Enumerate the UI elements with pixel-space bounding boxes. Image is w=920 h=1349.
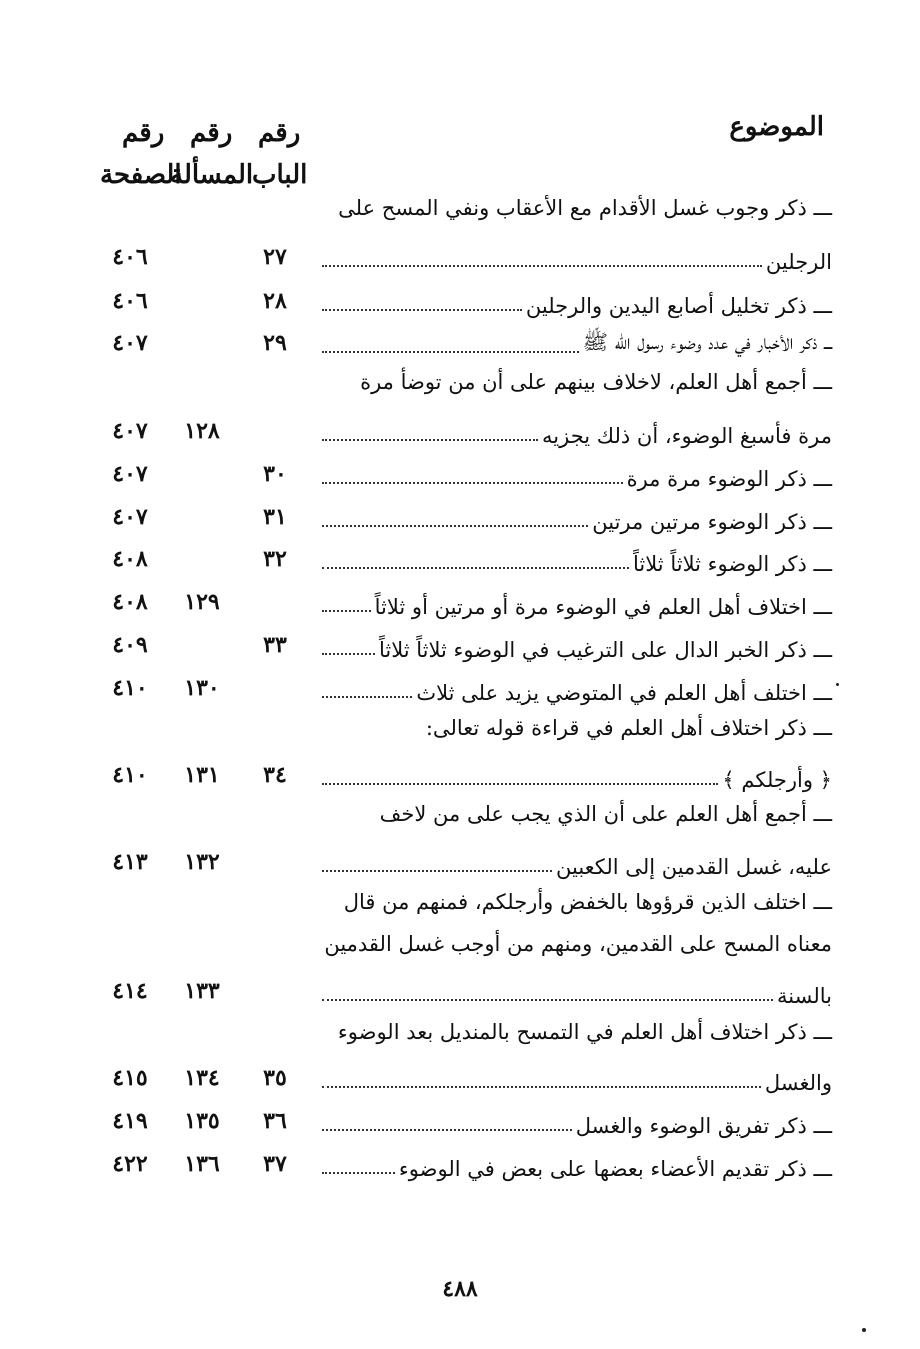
- chapter-number: ٢٧: [263, 244, 287, 270]
- index-entry: [322, 971, 832, 1011]
- leader-dots: [322, 695, 412, 698]
- index-entry: [322, 323, 832, 363]
- index-row: [0, 712, 920, 752]
- index-entry: [322, 281, 832, 321]
- index-row: [0, 842, 920, 882]
- index-entry-text: ـــ ذكر الوضوء مرتين مرتين: [592, 510, 832, 534]
- leader-dots: [322, 264, 762, 267]
- index-row: [0, 1144, 920, 1184]
- index-entry-text: ـــ ذكر وجوب غسل الأقدام مع الأعقاب ونفي المسح على: [338, 196, 832, 220]
- chapter-number: ٣٤: [263, 762, 287, 788]
- index-entry-text: ـــ ذكر تقديم الأعضاء بعضها على بعض في الوضوء: [398, 1157, 832, 1181]
- issue-number-header-top: رقم: [190, 118, 233, 148]
- leader-dots: [322, 609, 371, 612]
- index-entry: [322, 1058, 832, 1098]
- index-entry-text: ـــ أجمع أهل العلم على أن الذي يجب على من لاخف: [379, 802, 832, 826]
- leader-dots: [322, 1085, 761, 1088]
- index-entry-text: ـــ ذكر تفريق الوضوء والغسل: [575, 1114, 832, 1138]
- index-entry-text: ـــ ذكر اختلاف أهل العلم في قراءة قوله تعالى:: [425, 716, 832, 740]
- leader-dots: [322, 1171, 395, 1174]
- page-number: ٤٠٨: [112, 546, 148, 572]
- index-row: [0, 582, 920, 622]
- page-number: ٤٠٨: [112, 589, 148, 615]
- index-entry-text: مرة فأسبغ الوضوء، أن ذلك يجزيه: [542, 424, 832, 448]
- chapter-number: ٣٦: [263, 1108, 287, 1134]
- page-number: ٤٠٦: [112, 288, 148, 314]
- issue-number: ١٣٥: [184, 1108, 220, 1134]
- index-row: [0, 1016, 920, 1056]
- issue-number: ١٣٦: [184, 1151, 220, 1177]
- leader-dots: [322, 308, 522, 311]
- scan-speck: [836, 683, 839, 686]
- index-entry: [322, 755, 832, 795]
- index-entry-text: بالسنة: [777, 984, 832, 1008]
- chapter-number: ٣٣: [263, 632, 287, 658]
- leader-dots: [322, 438, 538, 441]
- chapter-number: ٣٠: [263, 461, 287, 487]
- page-number: ٤٠٧: [112, 504, 148, 530]
- issue-number: ١٢٩: [184, 589, 220, 615]
- page-number: ٤٠٧: [112, 461, 148, 487]
- page-number: ٤١٣: [112, 849, 148, 875]
- index-entry: [322, 1144, 832, 1184]
- index-entry: [322, 842, 832, 882]
- index-row: [0, 1101, 920, 1141]
- index-entry: [322, 497, 832, 537]
- index-row: [0, 755, 920, 795]
- chapter-number: ٢٨: [263, 288, 287, 314]
- index-row: [0, 497, 920, 537]
- index-entry: [322, 1101, 832, 1141]
- chapter-number: ٣١: [263, 504, 287, 530]
- issue-number: ١٣٤: [184, 1065, 220, 1091]
- leader-dots: [322, 350, 579, 353]
- chapter-number: ٣٢: [263, 546, 287, 572]
- index-entry-text: ـــ اختلف أهل العلم في المتوضي يزيد على ثلاث: [416, 681, 832, 705]
- chapter-number: ٣٧: [263, 1151, 287, 1177]
- index-entry: [322, 539, 832, 579]
- topic-column-header: الموضوع: [729, 112, 824, 142]
- scan-speck: [862, 1328, 866, 1332]
- index-row: [0, 798, 920, 838]
- index-entry: [322, 625, 832, 665]
- page-number: ٤١٩: [112, 1108, 148, 1134]
- index-row: [0, 1058, 920, 1098]
- index-entry-text: ـــ ذكر اختلاف أهل العلم في التمسح بالمنديل بعد الوضوء: [337, 1020, 832, 1044]
- index-row: [0, 237, 920, 277]
- index-row: [0, 928, 920, 968]
- index-entry: [322, 411, 832, 451]
- index-row: [0, 625, 920, 665]
- index-entry-text: ﴿ وأرجلكم ﴾: [722, 768, 832, 792]
- index-row: [0, 281, 920, 321]
- page-number: ٤٠٧: [112, 418, 148, 444]
- issue-number: ١٣٣: [184, 978, 220, 1004]
- chapter-number: ٣٥: [263, 1065, 287, 1091]
- index-row: [0, 886, 920, 926]
- page-number: ٤١٠: [112, 762, 148, 788]
- page-number-header-bottom: الصفحة: [100, 160, 182, 190]
- chapter-number: ٢٩: [263, 330, 287, 356]
- chapter-number-header-bottom: الباب: [252, 160, 308, 190]
- page-number: ٤٠٧: [112, 330, 148, 356]
- page-number: ٤٠٩: [112, 632, 148, 658]
- index-entry-text: ـــ ذكر الوضوء مرة مرة: [626, 467, 832, 491]
- index-row: [0, 668, 920, 708]
- index-entry-text: ـــ اختلاف أهل العلم في الوضوء مرة أو مرتين أو ثلاثاً: [374, 595, 832, 619]
- index-row: [0, 323, 920, 363]
- leader-dots: [322, 481, 623, 484]
- index-entry: [322, 582, 832, 622]
- index-row: [0, 366, 920, 406]
- page-footer-number: ٤٨٨: [442, 1276, 478, 1302]
- leader-dots: [322, 652, 375, 655]
- leader-dots: [322, 998, 773, 1001]
- index-row: [0, 971, 920, 1011]
- index-entry-text: عليه، غسل القدمين إلى الكعبين: [556, 855, 832, 879]
- index-row: [0, 411, 920, 451]
- index-entry: [322, 237, 832, 277]
- index-entry-text: ـــ ذكر الخبر الدال على الترغيب في الوضوء ثلاثاً ثلاثاً: [378, 638, 832, 662]
- index-row: [0, 454, 920, 494]
- index-entry-text: الرجلين: [765, 250, 832, 274]
- index-entry-text: والغسل: [764, 1071, 832, 1095]
- index-entry-text: ـــ ذكر الوضوء ثلاثاً ثلاثاً: [633, 552, 832, 576]
- index-entry-text: ـــ ذكر تخليل أصابع اليدين والرجلين: [525, 294, 832, 318]
- leader-dots: [322, 869, 552, 872]
- issue-number: ١٢٨: [184, 418, 220, 444]
- index-entry-text: ـــ ذكر الأخبار في عدد وضوء رسول الله ﷺ: [582, 330, 832, 354]
- issue-number: ١٣٢: [184, 849, 220, 875]
- index-entry-text: ـــ أجمع أهل العلم، لاخلاف بينهم على أن من توضأ مرة: [360, 370, 832, 394]
- leader-dots: [322, 524, 588, 527]
- page-number: ٤١٠: [112, 675, 148, 701]
- page-number-header-top: رقم: [122, 118, 165, 148]
- index-entry-text: ـــ اختلف الذين قرؤوها بالخفض وأرجلكم، فمنهم من قال: [343, 890, 832, 914]
- issue-number: ١٣١: [184, 762, 220, 788]
- leader-dots: [322, 782, 718, 785]
- index-row: [0, 192, 920, 232]
- index-entry: [322, 668, 832, 708]
- issue-number: ١٣٠: [184, 675, 220, 701]
- page-number: ٤٢٢: [112, 1151, 148, 1177]
- page-number: ٤٠٦: [112, 244, 148, 270]
- leader-dots: [322, 566, 629, 569]
- page-number: ٤١٥: [112, 1065, 148, 1091]
- index-entry: [322, 454, 832, 494]
- issue-number-header-bottom: المسألة: [170, 160, 254, 190]
- page-number: ٤١٤: [112, 978, 148, 1004]
- leader-dots: [322, 1128, 572, 1131]
- chapter-number-header-top: رقم: [258, 118, 301, 148]
- index-row: [0, 539, 920, 579]
- index-entry-text: معناه المسح على القدمين، ومنهم من أوجب غسل القدمين: [324, 932, 832, 956]
